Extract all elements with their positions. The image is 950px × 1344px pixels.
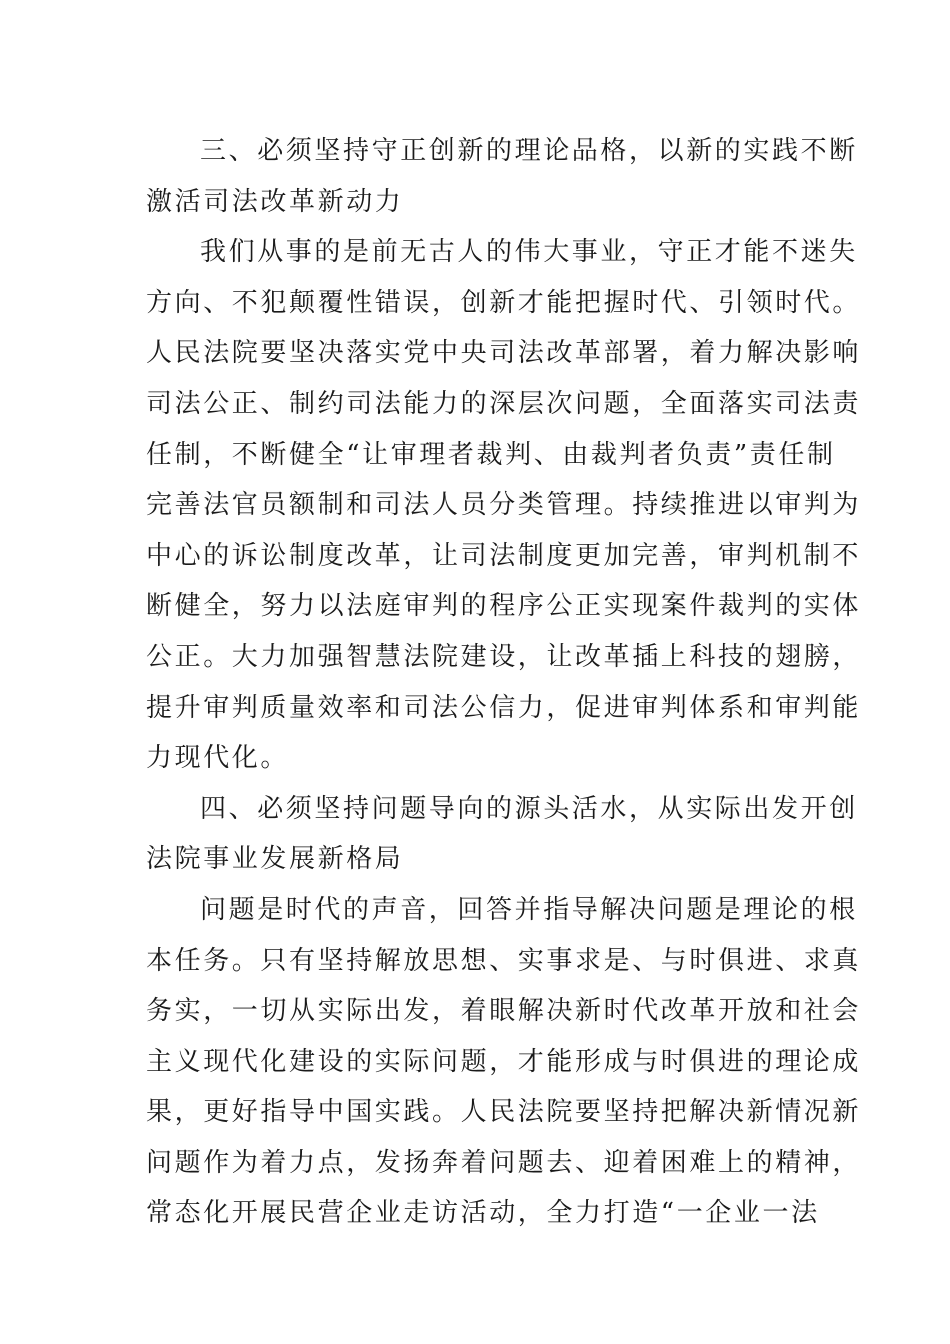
paragraph-line: 司法公正、制约司法能力的深层次问题，全面落实司法责: [146, 388, 862, 419]
paragraph-line: 果，更好指导中国实践。人民法院要坚持把解决新情况新: [146, 1097, 862, 1128]
paragraph-line: 务实，一切从实际出发，着眼解决新时代改革开放和社会: [146, 996, 862, 1027]
paragraph-line: 完善法官员额制和司法人员分类管理。持续推进以审判为: [146, 490, 862, 521]
section-heading-3-line-1: 三、必须坚持守正创新的理论品格，以新的实践不断: [200, 136, 858, 166]
paragraph-line: 我们从事的是前无古人的伟大事业，守正才能不迷失: [200, 237, 858, 268]
section-heading-4-line-2: 法院事业发展新格局: [146, 844, 404, 875]
paragraph-line: 方向、不犯颠覆性错误，创新才能把握时代、引领时代。: [146, 287, 862, 318]
paragraph-line: 问题作为着力点，发扬奔着问题去、迎着困难上的精神，: [146, 1147, 862, 1178]
paragraph-line: 问题是时代的声音，回答并指导解决问题是理论的根: [200, 894, 858, 925]
paragraph-line: 中心的诉讼制度改革，让司法制度更加完善，审判机制不: [146, 540, 862, 571]
paragraph-line: 力现代化。: [146, 743, 290, 774]
section-heading-3-line-2: 激活司法改革新动力: [146, 186, 404, 217]
paragraph-line: 本任务。只有坚持解放思想、实事求是、与时俱进、求真: [146, 945, 862, 976]
section-heading-4-line-1: 四、必须坚持问题导向的源头活水，从实际出发开创: [200, 793, 858, 824]
paragraph-line: 任制，不断健全“让审理者裁判、由裁判者负责”责任制: [146, 439, 836, 470]
paragraph-line: 主义现代化建设的实际问题，才能形成与时俱进的理论成: [146, 1046, 862, 1077]
document-body: [146, 126, 862, 1239]
paragraph-line: 人民法院要坚决落实党中央司法改革部署，着力解决影响: [146, 338, 862, 369]
paragraph-line: 常态化开展民营企业走访活动，全力打造“一企业一法: [146, 1198, 820, 1229]
paragraph-line: 公正。大力加强智慧法院建设，让改革插上科技的翅膀，: [146, 641, 862, 672]
paragraph-line: 提升审判质量效率和司法公信力，促进审判体系和审判能: [146, 692, 862, 723]
paragraph-line: 断健全，努力以法庭审判的程序公正实现案件裁判的实体: [146, 591, 862, 622]
